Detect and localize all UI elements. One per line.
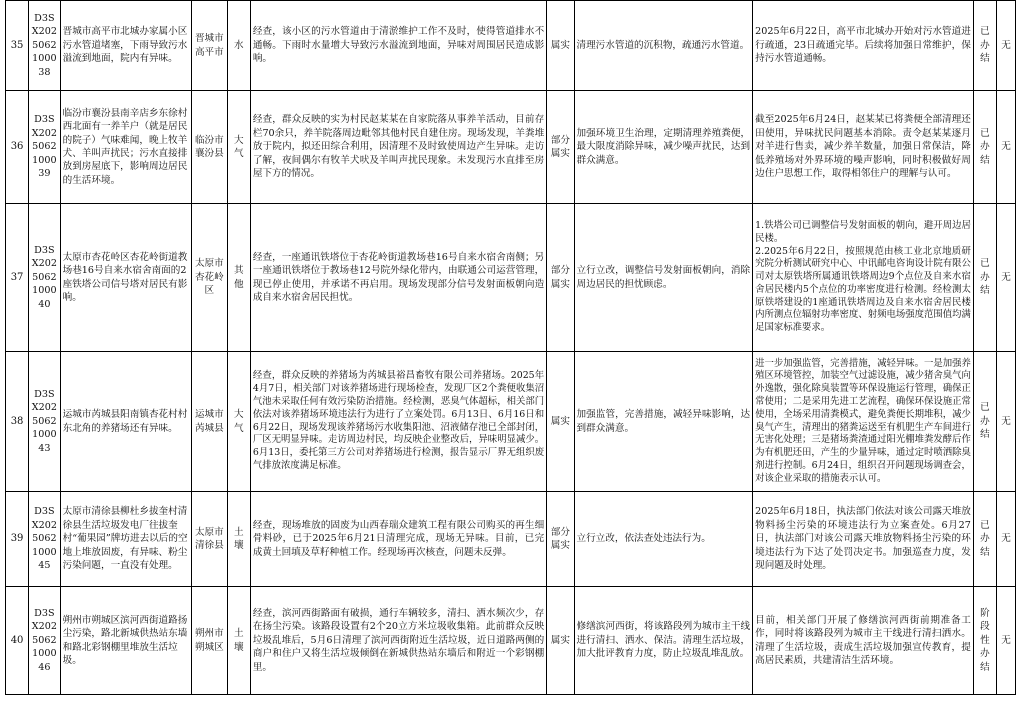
investigation-findings: 经查，滨河西街路面有破损，通行车辆较多，清扫、洒水频次少，存在扬尘污染。该路段设置有2个20立方米垃圾收集箱。此前群众反映垃圾乱堆后，5月6日清理了滨河西街附近生活垃圾，近日道路两侧的商户和住户又将生活垃圾倾倒在新城供热站东墙后和附近一个彩钢棚里。 <box>250 587 546 695</box>
verification-result: 部分属实 <box>547 492 574 587</box>
case-code: D3SX2025062100040 <box>29 204 61 352</box>
case-code: D3SX2025062100039 <box>29 91 61 204</box>
accountability: 无 <box>996 204 1015 352</box>
administrative-area: 太原市杏花岭区 <box>191 204 227 352</box>
complaint-content: 晋城市高平市北城办家属小区污水管道堵塞，下雨导致污水溢流到地面，院内有异味。 <box>60 1 191 91</box>
administrative-area: 晋城市高平市 <box>191 1 227 91</box>
completion-status: 已办结 <box>973 492 996 587</box>
investigation-findings: 经查，现场堆放的固废为山西春瑞众建筑工程有限公司购买的再生细骨料砂，已于2025年6月21日清理完成，现场无异味。目前，已完成黄土回填及草籽种植工作。经现场再次核查，问题未反弹。 <box>250 492 546 587</box>
investigation-findings: 经查，群众反映的实为村民赵某某在自家院落从事养羊活动，目前存栏70余只，养羊院落周边毗邻其他村民自建住房。现场发现，羊粪堆放于院内，拟还田综合利用，因清理不及时致使周边产生异味。走访了解，夜间偶尔有牧羊犬吠及羊叫声扰民现象。未发现污水直排至房屋下方的情况。 <box>250 91 546 204</box>
complaint-content: 临汾市襄汾县南辛店乡东徐村西北面有一养羊户（就是居民的院子）气味难闻，晚上牧羊犬、羊叫声扰民；污水直接排放到房屋底下，影响周边居民的生活环境。 <box>60 91 191 204</box>
administrative-area: 太原市清徐县 <box>191 492 227 587</box>
table-row <box>6 204 1016 352</box>
row-number: 37 <box>6 204 29 352</box>
completion-status: 已办结 <box>973 204 996 352</box>
administrative-area: 朔州市朔城区 <box>191 587 227 695</box>
accountability: 无 <box>996 91 1015 204</box>
verification-result: 属实 <box>547 587 574 695</box>
accountability: 无 <box>996 587 1015 695</box>
completion-status: 已办结 <box>973 352 996 492</box>
accountability: 无 <box>996 352 1015 492</box>
completion-status: 已办结 <box>973 91 996 204</box>
table-row <box>6 352 1016 492</box>
handling-result: 2025年6月22日，高平市北城办开始对污水管道进行疏通，23日疏通完毕。后续将加强日常维护，保持污水管道通畅。 <box>753 1 974 91</box>
handling-plan: 加强监管，完善措施，减轻异味影响，达到群众满意。 <box>574 352 753 492</box>
pollution-type: 水 <box>227 1 250 91</box>
handling-result: 目前，相关部门开展了修缮滨河西街前期准备工作，同时将该路段列为城市主干线进行清扫洒水。清理了生活垃圾，责成生活垃圾加强宣传教育，提高居民素质，共建清洁生活环境。 <box>753 587 974 695</box>
completion-status: 已办结 <box>973 1 996 91</box>
row-number: 35 <box>6 1 29 91</box>
pollution-type: 其他 <box>227 204 250 352</box>
pollution-type: 土壤 <box>227 587 250 695</box>
handling-result: 2025年6月18日，执法部门依法对该公司露天堆放物料扬尘污染的环境违法行为立案查处。6月27日，执法部门对该公司露天堆放物料扬尘污染的环境违法行为下达了处罚决定书。加强巡查力度，发现问题及时处理。 <box>753 492 974 587</box>
table-row <box>6 91 1016 204</box>
investigation-findings: 经查，一座通讯铁塔位于杏花岭街道教场巷16号自来水宿舍南侧；另一座通讯铁塔位于教场巷12号院外绿化带内，由联通公司运营管理，现已停止使用，并承诺不再启用。现场发现部分信号发射面板朝向造成自来水宿舍居民担忧。 <box>250 204 546 352</box>
investigation-findings: 经查，该小区的污水管道由于清淤维护工作不及时，使得管道排水不通畅。下雨时水量增大导致污水溢流到地面，异味对周围居民造成影响。 <box>250 1 546 91</box>
handling-result: 1.铁塔公司已调整信号发射面板的朝向，避开周边居民楼。 2.2025年6月22日，按照规范由核工业北京地质研究院分析测试研究中心、中讯邮电咨询设计院有限公司对太原铁塔所属通讯铁塔周边9个点位及自来水宿舍居民楼内5个点位的功率密度进行检测。经检测太原铁塔建设的1座通讯铁塔周边及自来水宿舍居民楼内所测点位辐射功率密度、射频电场强度范围值均满足国家标准要求。 <box>753 204 974 352</box>
row-number: 40 <box>6 587 29 695</box>
accountability: 无 <box>996 1 1015 91</box>
verification-result: 属实 <box>547 352 574 492</box>
pollution-type: 大气 <box>227 91 250 204</box>
verification-result: 部分属实 <box>547 91 574 204</box>
row-number: 39 <box>6 492 29 587</box>
investigation-findings: 经查，群众反映的养猪场为芮城县裕昌畜牧有限公司养猪场。2025年4月7日，相关部门对该养猪场进行现场检查，发现厂区2个粪便收集沼气池未采取任何有效污染防治措施。经检测，恶臭气体超标，相关部门依法对该养猪场环境违法行为进行了立案处罚。6月13日、6月16日和6月22日，现场发现该养猪场污水收集阳池、沼液储存池已全部封闭，厂区无明显异味。走访周边村民，均反映企业整改后，异味明显减少。6月13日，委托第三方公司对养猪场进行检测，报告显示厂界无组织废气排放浓度满足标准。 <box>250 352 546 492</box>
handling-plan: 立行立改，依法查处违法行为。 <box>574 492 753 587</box>
case-code: D3SX2025062100046 <box>29 587 61 695</box>
row-number: 38 <box>6 352 29 492</box>
complaint-content: 运城市芮城县阳南镇杏花村村东北角的养猪场还有异味。 <box>60 352 191 492</box>
verification-result: 部分属实 <box>547 204 574 352</box>
table-row <box>6 1 1016 91</box>
complaint-content: 太原市清徐县柳杜乡拔奎村清徐县生活垃圾发电厂往拔奎村“葡果园”牌坊进去以后的空地上堆放固废，有异味、粉尘污染问题，一直没有处理。 <box>60 492 191 587</box>
case-code: D3SX2025062100038 <box>29 1 61 91</box>
handling-plan: 立行立改，调整信号发射面板朝向，消除周边居民的担忧顾虑。 <box>574 204 753 352</box>
accountability: 无 <box>996 492 1015 587</box>
pollution-type: 土壤 <box>227 492 250 587</box>
complaint-content: 太原市杏花岭区杏花岭街道教场巷16号自来水宿舍南面的2座铁塔公司信号塔对居民有影响。 <box>60 204 191 352</box>
complaint-content: 朔州市朔城区滨河西街道路扬尘污染，路北新城供热站东墙和路北彩钢棚里堆放生活垃圾。 <box>60 587 191 695</box>
administrative-area: 临汾市襄汾县 <box>191 91 227 204</box>
table-row <box>6 587 1016 695</box>
table-row <box>6 492 1016 587</box>
handling-plan: 清理污水管道的沉积物，疏通污水管道。 <box>574 1 753 91</box>
pollution-type: 大气 <box>227 352 250 492</box>
handling-plan: 修缮滨河西街，将该路段列为城市主干线进行清扫、洒水、保洁。清理生活垃圾，加大批评教育力度，防止垃圾乱堆乱放。 <box>574 587 753 695</box>
row-number: 36 <box>6 91 29 204</box>
complaint-table <box>5 0 1016 695</box>
handling-result: 截至2025年6月24日，赵某某已将粪便全部清理还田使用，异味扰民问题基本消除。责令赵某某逐月对羊进行售卖，减少养羊数量，加强日常保洁，降低养殖场对外界环境的噪声影响，同时积极做好周边住户思想工作，取得相邻住户的理解与认可。 <box>753 91 974 204</box>
completion-status: 阶段性办结 <box>973 587 996 695</box>
handling-plan: 加强环境卫生治理，定期清理养殖粪便，最大限度消除异味，减少噪声扰民，达到群众满意。 <box>574 91 753 204</box>
administrative-area: 运城市芮城县 <box>191 352 227 492</box>
case-code: D3SX2025062100043 <box>29 352 61 492</box>
handling-result: 进一步加强监管，完善措施，减轻异味。一是加强养殖区环境管控，加装空气过滤设施，减少猪舍臭气向外逸散，强化除臭装置等环保设施运行管理，确保正常使用；二是采用先进工艺流程，确保环保设施正常使用，全场采用清粪模式，避免粪便长期堆积，减少臭气产生，清理出的猪粪运送至有机肥生产车间进行无害化处理；三是猪场粪渣通过阳光棚堆粪发酵后作为有机肥还田，产生的少量异味，通过定时喷洒除臭剂进行控制。6月24日，组织召开问题现场调查会，对该企业采取的措施表示认可。 <box>753 352 974 492</box>
case-code: D3SX2025062100045 <box>29 492 61 587</box>
verification-result: 属实 <box>547 1 574 91</box>
